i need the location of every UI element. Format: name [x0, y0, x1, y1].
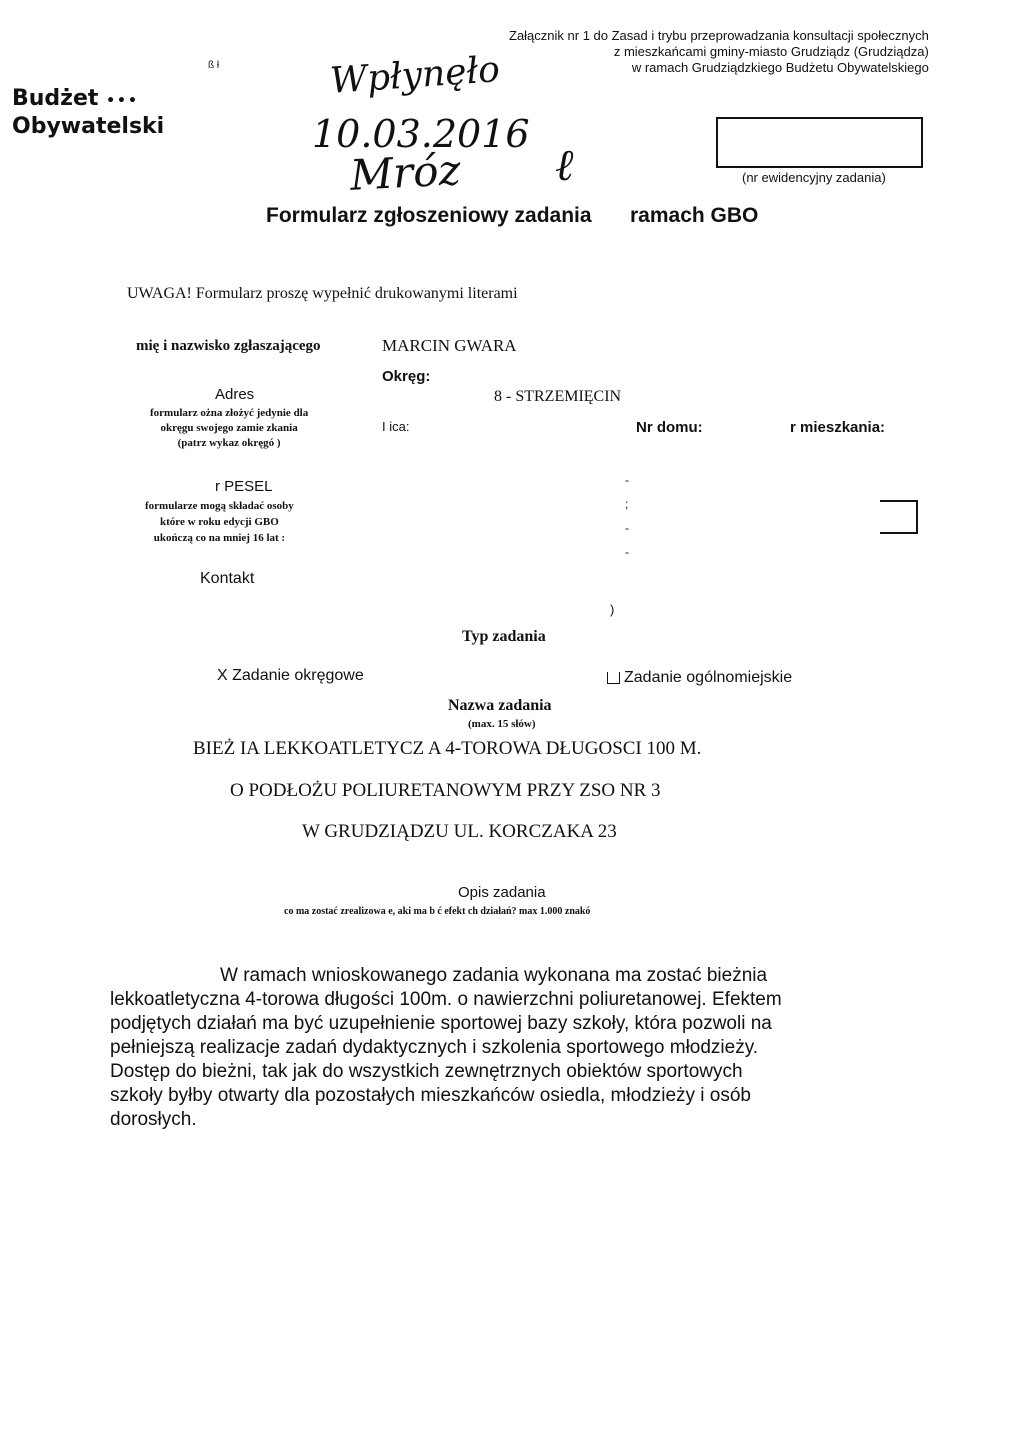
address-note-1: formularz ożna złożyć jedynie dla — [150, 407, 309, 419]
task-name-line-1[interactable]: BIEŻ IA LEKKOATLETYCZ A 4-TOROWA DŁUGOSCI 100 M. — [193, 738, 702, 759]
applicant-name-value[interactable]: MARCIN GWARA — [382, 336, 517, 355]
task-type-title: Typ zadania — [462, 628, 546, 645]
budget-logo — [12, 86, 164, 140]
task-name-title: Nazwa zadania — [448, 697, 552, 714]
pesel-mark-4: - — [625, 545, 629, 559]
district-label: Okręg: — [382, 368, 431, 385]
description-line: pełniejszą realizacje zadań dydaktycznych i szkolenia sportowego młodzieży. — [110, 1037, 759, 1058]
flat-number-label: r mieszkania: — [790, 419, 886, 436]
handwritten-signature: Mróz — [348, 145, 462, 200]
task-name-line-2[interactable]: O PODŁOŻU POLIURETANOWYM PRZY ZSO NR 3 — [230, 780, 661, 801]
evidence-number-box[interactable] — [716, 117, 923, 168]
applicant-name-label: mię i nazwisko zgłaszającego — [136, 338, 321, 354]
logo-line-2: Obywatelski — [12, 114, 165, 139]
notice-text: Formularz proszę wypełnić drukowanymi literami — [195, 285, 518, 302]
pesel-note-2: które w roku edycji GBO — [160, 516, 279, 528]
task-type-district-option[interactable]: X Zadanie okręgowe — [217, 667, 364, 684]
address-note-2: okręgu swojego zamie zkania — [160, 422, 298, 434]
description-line: podjętych działań ma być uzupełnienie sportowej bazy szkoły, która pozwoli na — [110, 1013, 772, 1034]
task-type-city-label: Zadanie ogólnomiejskie — [624, 669, 793, 686]
description-line: lekkoatletyczna 4-torowa długości 100m. o nawierzchni poliuretanowej. Efektem — [110, 989, 782, 1010]
pesel-marks — [625, 468, 629, 564]
handwritten-date: 10.03.2016 — [312, 112, 530, 156]
description-line: Dostęp do bieżni, tak jak do wszystkich zewnętrznych obiektów sportowych — [110, 1061, 743, 1082]
annex-line-3: w ramach Grudziądzkiego Budżetu Obywatelskiego — [631, 60, 929, 75]
form-title: Formularz zgłoszeniowy zadania — [266, 204, 592, 227]
task-type-city-option[interactable] — [607, 669, 792, 687]
task-name-line-3[interactable]: W GRUDZIĄDZU UL. KORCZAKA 23 — [302, 821, 617, 842]
district-value[interactable]: 8 - STRZEMIĘCIN — [494, 388, 622, 405]
notice-prefix: UWAGA! — [127, 285, 192, 302]
house-number-label: Nr domu: — [636, 419, 703, 436]
pesel-mark-3: - — [625, 521, 629, 535]
task-name-hint: (max. 15 słów) — [468, 718, 536, 730]
task-description-hint: co ma zostać zrealizowa e, aki ma b ć efekt ch działań? max 1.000 znakó — [284, 906, 591, 917]
description-line: szkoły byłby otwarty dla pozostałych mieszkańców osiedla, młodzieży i osób — [110, 1085, 751, 1106]
checkbox-empty-icon — [607, 672, 620, 684]
task-description-body[interactable] — [110, 964, 782, 1132]
form-title-gbo: ramach GBO — [630, 204, 759, 227]
pesel-mark-1: - — [625, 473, 629, 487]
handwritten-received: Wpłynęło — [328, 49, 502, 102]
address-title: Adres — [215, 386, 255, 403]
pesel-note-1: formularze mogą składać osoby — [145, 500, 294, 512]
pesel-note — [145, 498, 294, 546]
pesel-note-3: ukończą co na mniej 16 lat : — [153, 532, 286, 544]
contact-mark: ) — [610, 602, 615, 617]
description-line: W ramach wnioskowanego zadania wykonana ma zostać bieżnia — [220, 965, 768, 986]
pesel-title: r PESEL — [215, 478, 273, 495]
logo-line-1: Budżet — [12, 86, 99, 111]
pesel-box[interactable] — [880, 500, 918, 534]
description-line: dorosłych. — [110, 1109, 197, 1130]
annex-line-1: Załącznik nr 1 do Zasad i trybu przeprowadzania konsultacji społecznych — [509, 28, 929, 43]
logo-mark: ß ł — [208, 60, 220, 71]
pesel-mark-2: ; — [625, 497, 629, 511]
evidence-number-label: (nr ewidencyjny zadania) — [742, 170, 886, 185]
notice — [127, 285, 518, 303]
street-label: I ica: — [382, 419, 410, 434]
annex-line-2: z mieszkańcami gminy-miasto Grudziądz (Grudziądza) — [613, 44, 929, 59]
handwritten-initial-icon: ℓ — [555, 140, 574, 191]
annex-header — [509, 28, 929, 76]
address-note — [150, 406, 308, 451]
contact-title: Kontakt — [200, 570, 255, 587]
logo-dots-icon: ••• — [106, 93, 139, 109]
address-note-3: (patrz wykaz okręgó ) — [177, 437, 281, 449]
task-description-title: Opis zadania — [458, 884, 546, 901]
